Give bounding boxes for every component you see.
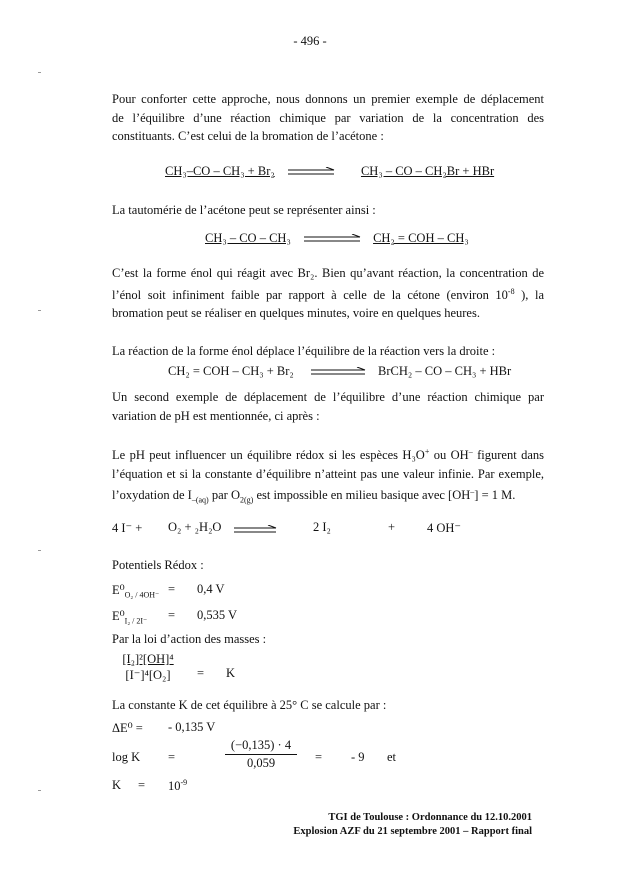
reaction-3 xyxy=(168,364,511,379)
equilibrium-arrow-icon xyxy=(286,167,336,177)
enol-line-2a: l’énol soit infiniment faible par rapport à celle de la cétone (environ 10 xyxy=(112,287,508,302)
footer xyxy=(232,811,532,839)
ph-line-1 xyxy=(112,443,544,465)
intro-line-1: Pour conforter cette approche, nous donnons un premier exemple de déplacement xyxy=(112,92,544,106)
ph-line-1a: Le pH peut influencer un équilibre rédox si les espèces H₃O xyxy=(112,448,425,463)
equilibrium-arrow-icon xyxy=(232,522,278,540)
ph-line-2: l’équation et si la constante d’équilibre n’atteint pas une valeur infinie. Par exemple, xyxy=(112,466,544,481)
ph-line-3d: ] = 1 M. xyxy=(474,488,516,503)
k-value-exponent: -9 xyxy=(180,778,188,787)
footer-line-1: TGI de Toulouse : Ordonnance du 12.10.2001 xyxy=(328,812,532,823)
ph-paragraph xyxy=(112,443,544,510)
ph-sub-2: 2(g) xyxy=(239,495,254,505)
logk-et: et xyxy=(387,750,397,764)
k-value-base: 10 xyxy=(168,779,181,794)
footer-line-2: Explosion AZF du 21 septembre 2001 – Rapport final xyxy=(293,826,532,837)
margin-mark xyxy=(38,790,41,791)
k-eq: = xyxy=(138,778,146,792)
reaction-3-right: BrCH₂ – CO – CH₃ + HBr xyxy=(378,364,512,378)
potential-2-sub: I₂ / 2I⁻ xyxy=(124,616,148,626)
k-value xyxy=(168,778,187,794)
mass-action-title: Par la loi d’action des masses : xyxy=(112,632,267,646)
mass-action-fraction xyxy=(112,652,184,683)
ph-sup-2: – xyxy=(468,447,473,456)
logk-fraction-denominator: 0,059 xyxy=(246,756,276,770)
mass-action-eq: = xyxy=(197,666,205,680)
reaction-2 xyxy=(205,231,469,246)
ph-line-1b: ou OH xyxy=(429,448,469,463)
ph-line-3b: par O xyxy=(208,488,240,503)
reaction-1-right: CH₃ – CO – CH₂Br + HBr xyxy=(360,164,495,178)
ph-sub-1: –(aq) xyxy=(191,495,209,505)
ph-sup-3: – xyxy=(470,487,475,497)
potential-1-label: E⁰ xyxy=(112,583,125,597)
enol-line-3: bromation peut se réaliser en quelques minutes, voire en quelques heures. xyxy=(112,306,480,321)
equilibrium-arrow-icon xyxy=(302,234,362,244)
potential-2-eq: = xyxy=(168,608,176,622)
mass-action-numerator: [I₂]²[OH]⁴ xyxy=(122,652,174,666)
shift-label: La réaction de la forme énol déplace l’équilibre de la réaction vers la droite : xyxy=(112,344,496,358)
logk-fraction xyxy=(225,738,297,771)
ph-sup-1: + xyxy=(424,447,430,456)
enol-exponent: -8 xyxy=(507,286,515,296)
potential-2 xyxy=(112,608,147,626)
margin-mark xyxy=(38,310,41,311)
constant-title: La constante K de cet équilibre à 25° C se calcule par : xyxy=(112,698,387,712)
reaction-4-term-4: 4 OH⁻ xyxy=(427,521,462,535)
potential-1-sub: O₂ / 4OH⁻ xyxy=(124,590,160,600)
reaction-4-term-2: O₂ + ₂H₂O xyxy=(168,520,222,534)
ph-line-3 xyxy=(112,483,544,510)
tautomery-label: La tautomérie de l’acétone peut se représenter ainsi : xyxy=(112,203,376,217)
logk-value: - 9 xyxy=(351,750,365,764)
reaction-1 xyxy=(165,164,494,179)
reaction-4-plus: + xyxy=(388,520,396,534)
enol-line-1: C’est la forme énol qui réagit avec Br₂. Bien qu’avant réaction, la concentration de xyxy=(112,266,544,280)
reaction-4-term-3: 2 I₂ xyxy=(313,520,331,534)
intro-line-2: de l’équilibre d’une réaction chimique par variation de la concentration des xyxy=(112,110,544,125)
margin-mark xyxy=(38,550,41,551)
reaction-2-right: CH₂ = COH – CH₃ xyxy=(373,231,469,245)
second-example-line-1: Un second exemple de déplacement de l’équilibre d’une réaction chimique par xyxy=(112,390,544,404)
delta-e-value: - 0,135 V xyxy=(168,720,216,734)
enol-line-2b: ), la xyxy=(514,287,544,302)
enol-paragraph xyxy=(112,264,544,323)
ph-line-1c: figurent dans xyxy=(472,448,544,463)
k-label: K xyxy=(112,778,122,792)
ph-line-3a: l’oxydation de I xyxy=(112,488,192,503)
logk-fraction-numerator: (−0,135) · 4 xyxy=(230,738,292,752)
potential-2-value: 0,535 V xyxy=(197,608,238,622)
enol-line-2 xyxy=(112,283,544,305)
ph-line-3c: est impossible en milieu basique avec [OH xyxy=(253,488,471,503)
potential-1-value: 0,4 V xyxy=(197,582,225,596)
equilibrium-arrow-icon xyxy=(309,367,367,377)
mass-action-result: K xyxy=(226,666,236,680)
delta-e-label: ΔE⁰ = xyxy=(112,721,143,735)
logk-eq-2: = xyxy=(315,750,323,764)
page-number: - 496 - xyxy=(293,34,327,48)
second-example-line-2: variation de pH est mentionnée, ci après : xyxy=(112,408,320,423)
fraction-bar xyxy=(225,754,297,755)
reaction-3-left: CH₂ = COH – CH₃ + Br₂ xyxy=(168,364,294,378)
logk-label: log K xyxy=(112,750,141,764)
mass-action-denominator: [I⁻]⁴[O₂] xyxy=(125,668,171,682)
reaction-2-left: CH₃ – CO – CH₃ xyxy=(205,231,291,245)
margin-mark xyxy=(38,72,41,73)
intro-line-3: constituants. C’est celui de la bromation de l’acétone : xyxy=(112,129,384,143)
potential-1-eq: = xyxy=(168,582,176,596)
potential-1 xyxy=(112,582,159,600)
reaction-1-left: CH₃–CO – CH₃ + Br₂ xyxy=(165,164,275,178)
logk-eq: = xyxy=(168,750,176,764)
potential-2-label: E⁰ xyxy=(112,609,125,623)
intro-paragraph xyxy=(112,90,544,146)
potentials-title: Potentiels Rédox : xyxy=(112,558,204,572)
second-example-paragraph xyxy=(112,388,544,425)
reaction-4-term-1: 4 I⁻ + xyxy=(112,521,143,535)
